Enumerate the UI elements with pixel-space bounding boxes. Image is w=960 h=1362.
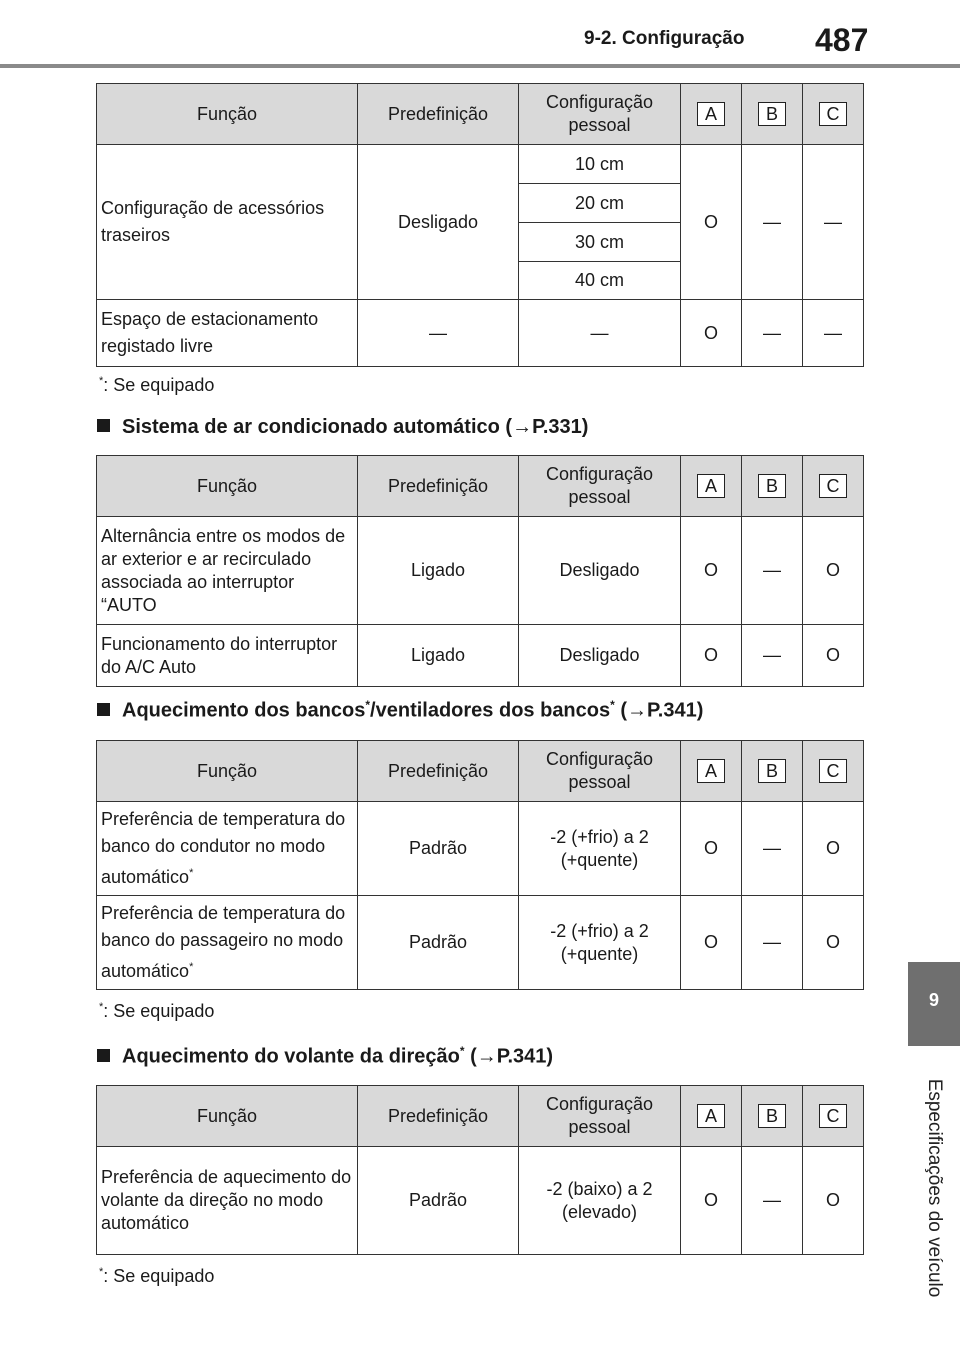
row-custom: Desligado: [519, 625, 681, 687]
row-b: —: [742, 517, 803, 625]
col-header-b: B: [758, 1104, 786, 1128]
row-b: —: [742, 896, 803, 990]
bullet-square-icon: [97, 703, 110, 716]
col-header-function: Função: [97, 84, 358, 145]
table-row: [97, 145, 864, 184]
col-header-a: A: [697, 102, 725, 126]
table-row: [97, 1147, 864, 1255]
row-default: Padrão: [358, 896, 519, 990]
row-custom: Desligado: [519, 517, 681, 625]
settings-table-rear-accessories: [96, 83, 864, 367]
col-header-c: C: [819, 759, 847, 783]
col-header-default: Predefinição: [358, 456, 519, 517]
table-header-row: [97, 1086, 864, 1147]
bullet-square-icon: [97, 419, 110, 432]
table-header-row: [97, 84, 864, 145]
footnote-text: : Se equipado: [103, 1001, 215, 1021]
col-header-custom: Configuração pessoal: [519, 1086, 681, 1147]
col-header-c: C: [819, 474, 847, 498]
settings-table-seats: [96, 740, 864, 990]
footnote: [99, 375, 214, 396]
row-function: Preferência de aquecimento do volante da direção no modo automático: [97, 1147, 358, 1255]
row-function: Preferência de temperatura do banco do passageiro no modo automático*: [97, 896, 358, 990]
row-a: O: [681, 1147, 742, 1255]
col-header-a: A: [697, 1104, 725, 1128]
row-b: —: [742, 802, 803, 896]
row-c: O: [803, 517, 864, 625]
section-heading-ac: [97, 416, 588, 439]
table-header-row: [97, 741, 864, 802]
footnote: [99, 1266, 214, 1287]
row-default: Desligado: [358, 145, 519, 300]
col-header-b: B: [758, 102, 786, 126]
option-cell: 20 cm: [519, 184, 681, 223]
row-c: —: [803, 300, 864, 367]
row-c: O: [803, 896, 864, 990]
chapter-number: 9: [928, 990, 939, 1010]
section-heading-steering: Aquecimento do volante da direção* (→P.341): [97, 1044, 553, 1069]
footnote-text: : Se equipado: [103, 1266, 215, 1286]
row-a: O: [681, 145, 742, 300]
table-row: [97, 625, 864, 687]
row-custom: -2 (+frio) a 2 (+quente): [519, 896, 681, 990]
row-default: Ligado: [358, 517, 519, 625]
section-heading-seats: Aquecimento dos bancos*/ventiladores dos bancos* (→P.341): [97, 698, 703, 723]
section-heading-text: Sistema de ar condicionado automático (→P.331): [122, 416, 589, 438]
settings-table-steering: [96, 1085, 864, 1255]
row-function: Configuração de acessórios traseiros: [97, 145, 358, 300]
row-a: O: [681, 896, 742, 990]
col-header-a: A: [697, 474, 725, 498]
row-c: O: [803, 1147, 864, 1255]
row-b: —: [742, 1147, 803, 1255]
bullet-square-icon: [97, 1049, 110, 1062]
table-header-row: [97, 456, 864, 517]
row-function: Preferência de temperatura do banco do condutor no modo automático*: [97, 802, 358, 896]
row-a: O: [681, 625, 742, 687]
row-a: O: [681, 517, 742, 625]
option-cell: 10 cm: [519, 145, 681, 184]
col-header-function: Função: [97, 1086, 358, 1147]
row-a: O: [681, 300, 742, 367]
chapter-label: Especificações do veículo: [924, 1078, 945, 1298]
row-function: Funcionamento do interruptor do A/C Auto: [97, 625, 358, 687]
row-b: —: [742, 625, 803, 687]
col-header-custom: Configuração pessoal: [519, 741, 681, 802]
row-default: Padrão: [358, 1147, 519, 1255]
col-header-default: Predefinição: [358, 1086, 519, 1147]
row-default: Ligado: [358, 625, 519, 687]
footnote-star: *: [99, 1266, 104, 1278]
col-header-default: Predefinição: [358, 84, 519, 145]
option-cell: 40 cm: [519, 262, 681, 300]
row-c: —: [803, 145, 864, 300]
footnote-star: *: [99, 375, 104, 387]
row-custom: -2 (+frio) a 2 (+quente): [519, 802, 681, 896]
col-header-b: B: [758, 474, 786, 498]
col-header-function: Função: [97, 456, 358, 517]
col-header-a: A: [697, 759, 725, 783]
row-default: —: [358, 300, 519, 367]
row-function: Alternância entre os modos de ar exterior e ar recirculado associada ao interruptor “AUTO: [97, 517, 358, 625]
row-c: O: [803, 802, 864, 896]
settings-table-ac: [96, 455, 864, 687]
header-rule: [0, 64, 960, 68]
row-custom: -2 (baixo) a 2 (elevado): [519, 1147, 681, 1255]
table-row: [97, 896, 864, 990]
table-row: [97, 802, 864, 896]
section-title: 9-2. Configuração: [584, 28, 745, 49]
footnote-text: : Se equipado: [103, 375, 215, 395]
col-header-default: Predefinição: [358, 741, 519, 802]
footnote-star: *: [99, 1001, 104, 1013]
row-b: —: [742, 145, 803, 300]
col-header-b: B: [758, 759, 786, 783]
col-header-function: Função: [97, 741, 358, 802]
col-header-custom: Configuração pessoal: [519, 456, 681, 517]
row-function: Espaço de estacionamento registado livre: [97, 300, 358, 367]
footnote: [99, 1001, 214, 1022]
row-b: —: [742, 300, 803, 367]
row-c: O: [803, 625, 864, 687]
row-default: Padrão: [358, 802, 519, 896]
option-cell: 30 cm: [519, 223, 681, 262]
col-header-c: C: [819, 1104, 847, 1128]
table-row: [97, 300, 864, 367]
col-header-c: C: [819, 102, 847, 126]
table-row: [97, 517, 864, 625]
row-a: O: [681, 802, 742, 896]
page-number: 487: [815, 22, 869, 58]
row-custom: —: [519, 300, 681, 367]
col-header-custom: Configuração pessoal: [519, 84, 681, 145]
